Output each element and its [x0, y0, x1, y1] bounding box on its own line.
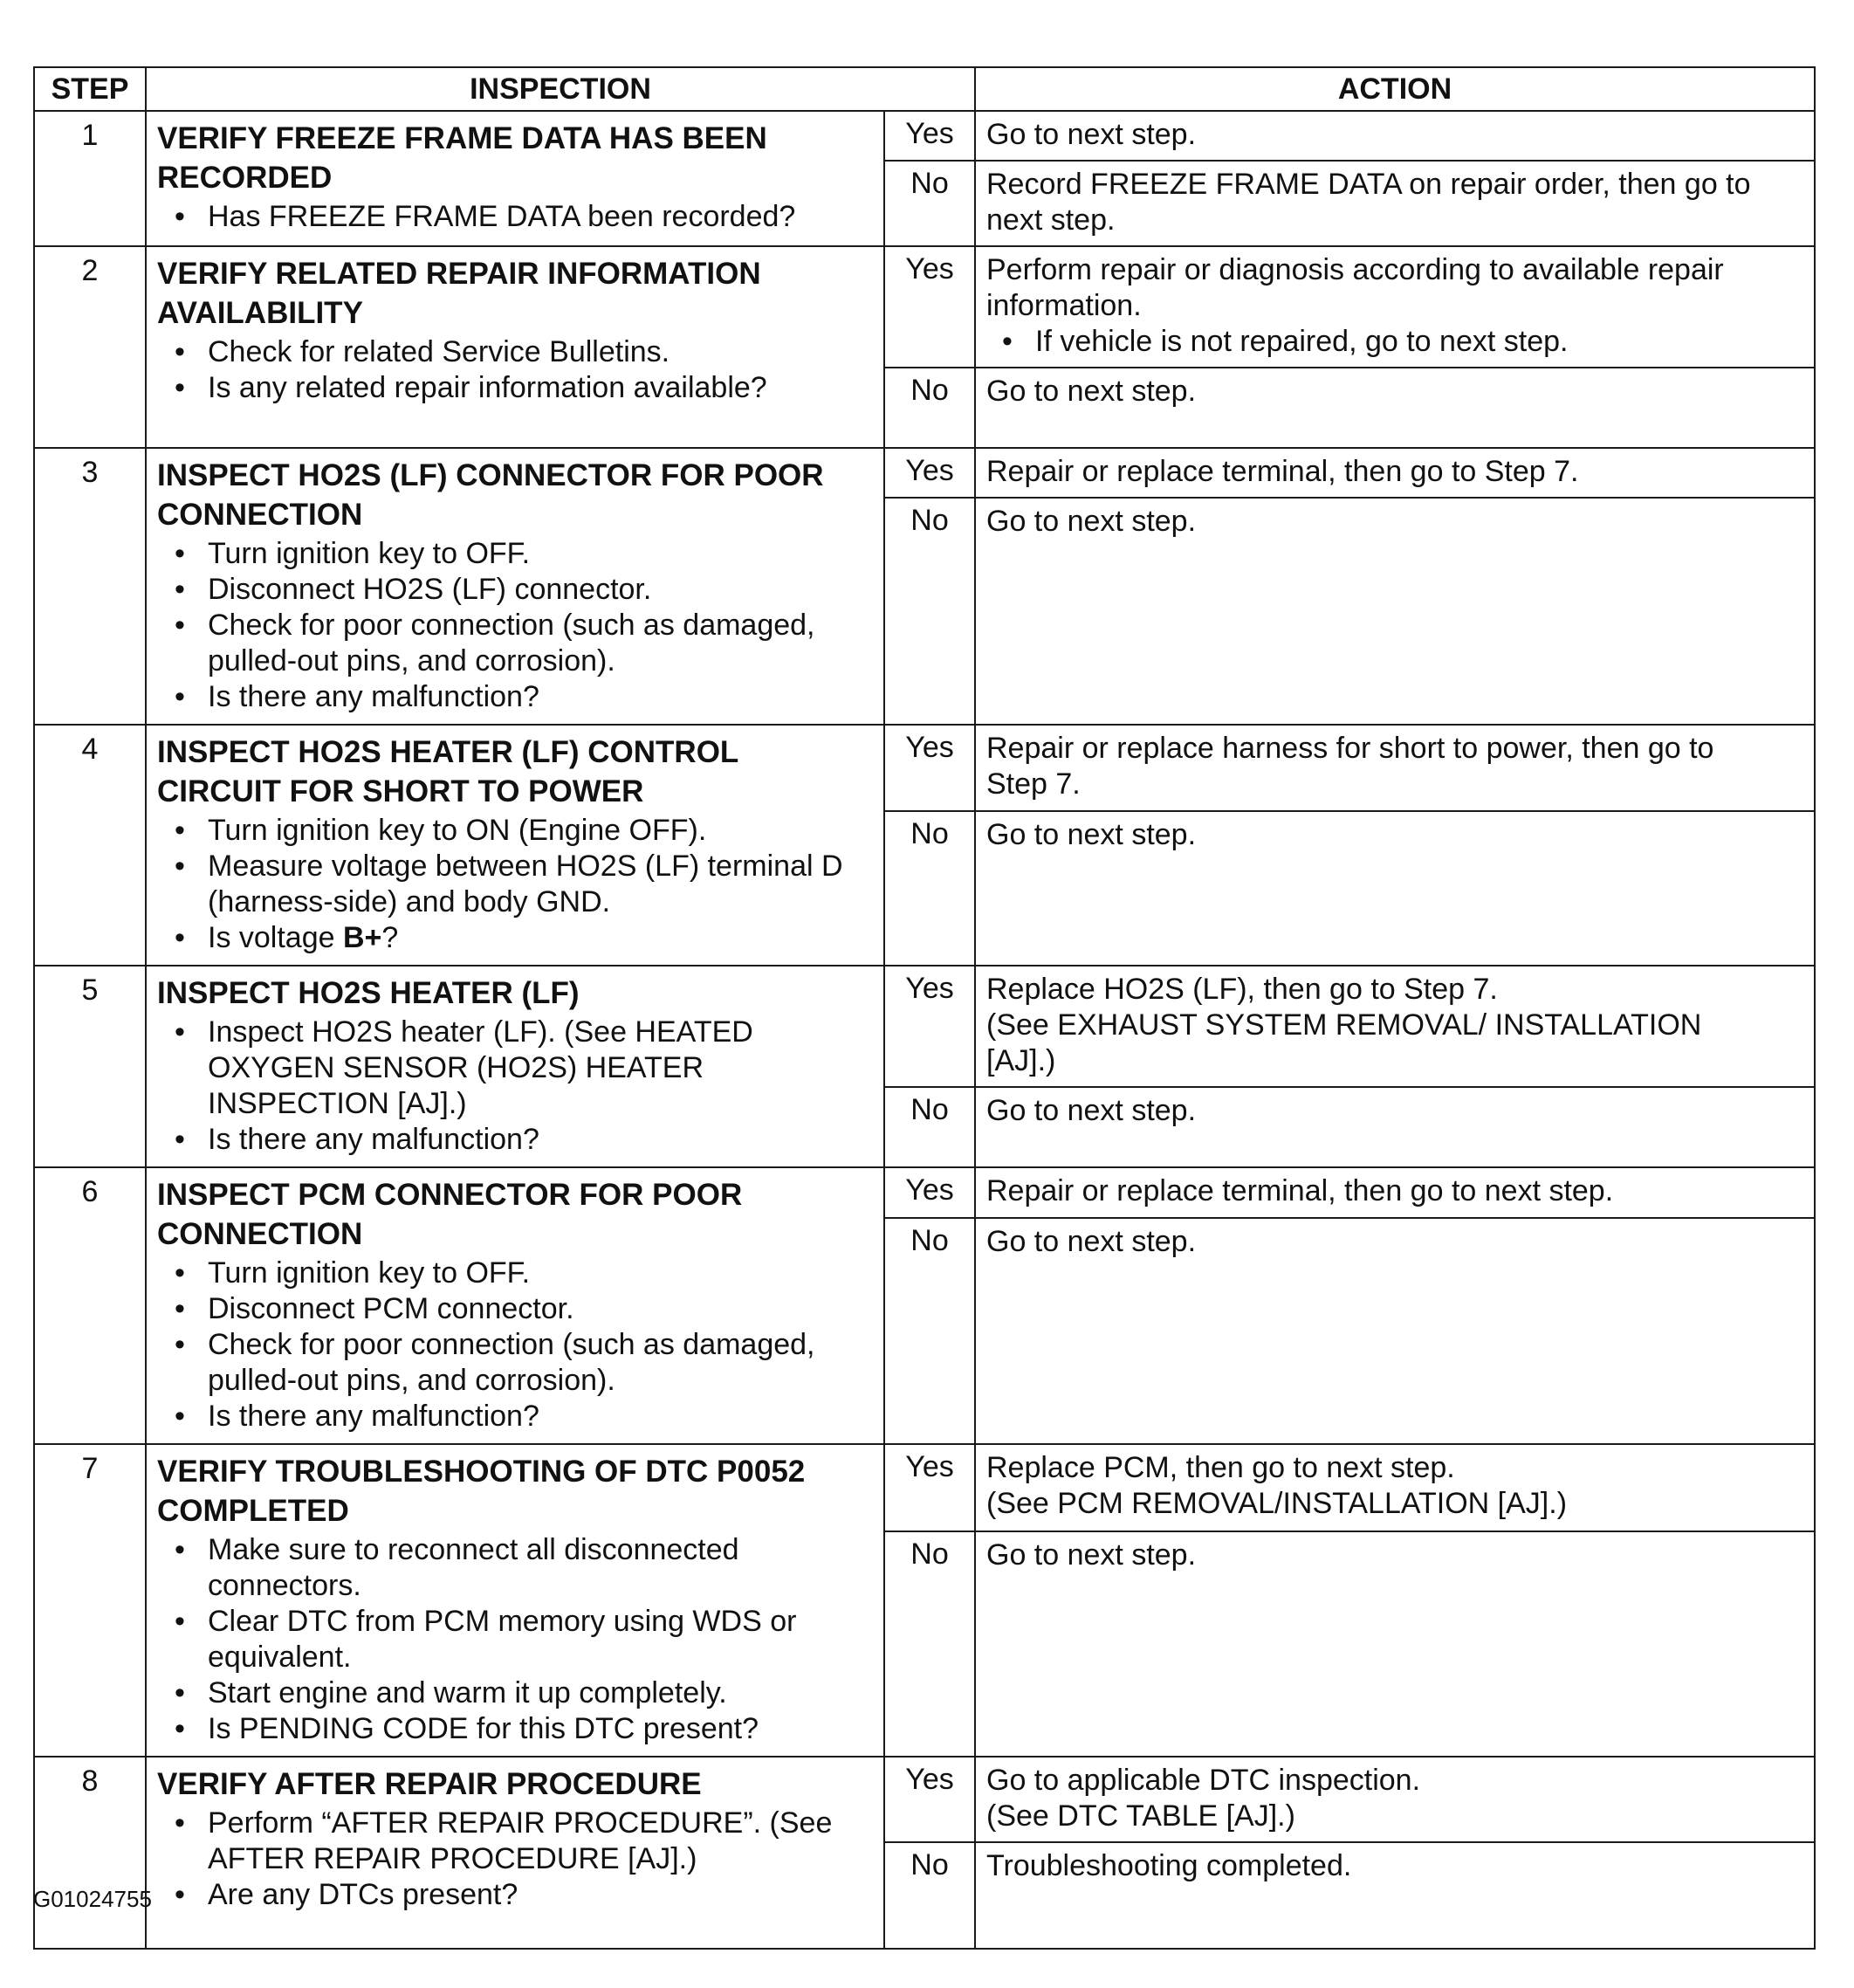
inspection-title-line: CONNECTION: [157, 498, 363, 532]
no-action: [975, 811, 1815, 966]
inspection-cell: [146, 1444, 884, 1757]
action-text-line: next step.: [986, 203, 1116, 237]
inspection-title: [157, 119, 875, 197]
inspection-title-line: INSPECT PCM CONNECTOR FOR POOR: [157, 1178, 743, 1212]
inspection-title: [157, 1764, 875, 1804]
step-number: 7: [34, 1444, 146, 1757]
inspection-bullet: • Are any DTCs present?: [157, 1877, 875, 1913]
inspection-title-line: VERIFY RELATED REPAIR INFORMATION: [157, 257, 761, 291]
inspection-bullet: • Turn ignition key to OFF.: [157, 536, 875, 572]
inspection-title-line: VERIFY FREEZE FRAME DATA HAS BEEN: [157, 121, 767, 155]
inspection-title-line: COMPLETED: [157, 1494, 349, 1528]
step-number: 6: [34, 1167, 146, 1444]
yes-action: [975, 1757, 1815, 1842]
yes-action: [975, 1444, 1815, 1531]
no-label: No: [884, 1087, 975, 1167]
inspection-title-line: RECORDED: [157, 161, 333, 195]
inspection-bullet: • Disconnect HO2S (LF) connector.: [157, 572, 875, 608]
inspection-cell: [146, 1167, 884, 1444]
inspection-title: [157, 456, 875, 534]
step-number: 5: [34, 966, 146, 1167]
no-action: [975, 1087, 1815, 1167]
inspection-bullet: • Is there any malfunction?: [157, 679, 875, 715]
inspection-title: [157, 254, 875, 333]
action-text-line: Go to next step.: [986, 375, 1197, 408]
inspection-title: [157, 733, 875, 811]
action-text-line: Step 7.: [986, 767, 1081, 801]
inspection-title-line: VERIFY TROUBLESHOOTING OF DTC P0052: [157, 1455, 806, 1489]
inspection-title-line: CIRCUIT FOR SHORT TO POWER: [157, 774, 644, 808]
action-text-line: Repair or replace harness for short to power, then go to: [986, 732, 1714, 765]
no-action: [975, 161, 1815, 246]
step-number: 1: [34, 111, 146, 246]
inspection-title-line: AVAILABILITY: [157, 296, 363, 330]
inspection-bullet: • Measure voltage between HO2S (LF) terminal D (harness-side) and body GND.: [157, 849, 875, 920]
no-action: [975, 1218, 1815, 1444]
inspection-title-line: CONNECTION: [157, 1217, 363, 1251]
action-text-line: (See PCM REMOVAL/INSTALLATION [AJ].): [986, 1487, 1568, 1520]
action-text-line: Go to next step.: [986, 505, 1197, 539]
inspection-cell: [146, 246, 884, 448]
table-body: [34, 111, 1815, 1949]
inspection-bullet: • Perform “AFTER REPAIR PROCEDURE”. (See AFTER REPAIR PROCEDURE [AJ].): [157, 1806, 875, 1877]
inspection-title: [157, 973, 875, 1013]
table-row: [34, 725, 1815, 811]
action-text-line: Go to next step.: [986, 118, 1197, 151]
yes-action: [975, 966, 1815, 1087]
no-label: No: [884, 1531, 975, 1757]
action-text-line: Replace HO2S (LF), then go to Step 7.: [986, 973, 1498, 1006]
action-text-line: Troubleshooting completed.: [986, 1849, 1352, 1882]
yes-action: [975, 111, 1815, 161]
action-text-line: [AJ].): [986, 1044, 1056, 1077]
inspection-cell: [146, 1757, 884, 1949]
no-action: [975, 1842, 1815, 1949]
inspection-title: [157, 1452, 875, 1531]
step-number: 3: [34, 448, 146, 725]
yes-label: Yes: [884, 111, 975, 161]
no-label: No: [884, 498, 975, 725]
inspection-bullet: • Make sure to reconnect all disconnected connectors.: [157, 1532, 875, 1604]
yes-label: Yes: [884, 1757, 975, 1842]
inspection-bullet-list: [157, 1015, 875, 1158]
inspection-bullet-text: ?: [381, 921, 399, 954]
action-text-line: Go to applicable DTC inspection.: [986, 1764, 1421, 1797]
inspection-bullet: • Check for poor connection (such as damaged, pulled-out pins, and corrosion).: [157, 1327, 875, 1399]
figure-id: G01024755: [33, 1886, 152, 1912]
diagnostic-procedure-table-container: [33, 66, 1814, 1950]
no-label: No: [884, 1218, 975, 1444]
inspection-bullet: • Turn ignition key to ON (Engine OFF).: [157, 813, 875, 849]
header-inspection: INSPECTION: [146, 67, 975, 111]
step-number: 2: [34, 246, 146, 448]
diagnostic-procedure-table: [33, 66, 1816, 1950]
no-label: No: [884, 811, 975, 966]
inspection-bullet: [157, 920, 875, 956]
table-row: [34, 246, 1815, 368]
inspection-bullet-list: [157, 1532, 875, 1747]
inspection-title-line: INSPECT HO2S HEATER (LF) CONTROL: [157, 735, 739, 769]
action-text-line: information.: [986, 289, 1142, 322]
inspection-bullet: • Has FREEZE FRAME DATA been recorded?: [157, 199, 875, 235]
inspection-bullet: • Is there any malfunction?: [157, 1399, 875, 1434]
inspection-bullet-value: B+: [342, 921, 382, 954]
table-row: [34, 966, 1815, 1087]
header-step: STEP: [34, 67, 146, 111]
inspection-bullet: • Turn ignition key to OFF.: [157, 1255, 875, 1291]
inspection-bullet: • Check for related Service Bulletins.: [157, 334, 875, 370]
inspection-bullet: • Start engine and warm it up completely.: [157, 1675, 875, 1711]
inspection-bullet: • Check for poor connection (such as damaged, pulled-out pins, and corrosion).: [157, 608, 875, 679]
no-label: No: [884, 1842, 975, 1949]
inspection-title-line: INSPECT HO2S HEATER (LF): [157, 976, 580, 1010]
action-text-line: (See DTC TABLE [AJ].): [986, 1799, 1295, 1833]
inspection-bullet: • Disconnect PCM connector.: [157, 1291, 875, 1327]
yes-label: Yes: [884, 1167, 975, 1218]
no-action: [975, 368, 1815, 448]
yes-action: [975, 725, 1815, 811]
table-row: [34, 1167, 1815, 1218]
inspection-bullet: • Clear DTC from PCM memory using WDS or equivalent.: [157, 1604, 875, 1675]
yes-label: Yes: [884, 725, 975, 811]
yes-action: [975, 448, 1815, 498]
no-label: No: [884, 161, 975, 246]
action-text-line: Repair or replace terminal, then go to next step.: [986, 1174, 1614, 1207]
inspection-bullet-list: [157, 1806, 875, 1913]
inspection-cell: [146, 448, 884, 725]
inspection-bullet-text: Is voltage: [208, 921, 343, 954]
table-row: [34, 1444, 1815, 1531]
yes-action: [975, 1167, 1815, 1218]
action-text-line: Go to next step.: [986, 1094, 1197, 1127]
table-row: [34, 448, 1815, 498]
inspection-title-line: INSPECT HO2S (LF) CONNECTOR FOR POOR: [157, 458, 824, 492]
no-label: No: [884, 368, 975, 448]
yes-label: Yes: [884, 246, 975, 368]
action-text-line: Perform repair or diagnosis according to available repair: [986, 253, 1724, 286]
action-text-line: Go to next step.: [986, 817, 1197, 851]
inspection-bullet-list: [157, 536, 875, 715]
inspection-cell: [146, 725, 884, 966]
inspection-bullet: • Is PENDING CODE for this DTC present?: [157, 1711, 875, 1747]
inspection-bullet-list: [157, 334, 875, 406]
table-row: [34, 1757, 1815, 1842]
inspection-cell: [146, 111, 884, 246]
inspection-bullet-list: [157, 1255, 875, 1434]
table-header-row: [34, 67, 1815, 111]
yes-action: [975, 246, 1815, 368]
action-bullet-list: [986, 324, 1803, 360]
inspection-bullet: • Inspect HO2S heater (LF). (See HEATED OXYGEN SENSOR (HO2S) HEATER INSPECTION [AJ].): [157, 1015, 875, 1122]
no-action: [975, 498, 1815, 725]
inspection-bullet: • Is any related repair information available?: [157, 370, 875, 406]
action-text-line: Go to next step.: [986, 1538, 1197, 1572]
table-row: [34, 111, 1815, 161]
action-text-line: Go to next step.: [986, 1224, 1197, 1258]
header-action: ACTION: [975, 67, 1815, 111]
action-text-line: Record FREEZE FRAME DATA on repair order, then go to: [986, 168, 1751, 201]
action-bullet: • If vehicle is not repaired, go to next step.: [986, 324, 1803, 360]
inspection-bullet: • Is there any malfunction?: [157, 1122, 875, 1158]
step-number: 4: [34, 725, 146, 966]
inspection-cell: [146, 966, 884, 1167]
action-text-line: (See EXHAUST SYSTEM REMOVAL/ INSTALLATION: [986, 1008, 1702, 1042]
step-number: 8: [34, 1757, 146, 1949]
inspection-title: [157, 1175, 875, 1254]
yes-label: Yes: [884, 966, 975, 1087]
action-text-line: Repair or replace terminal, then go to Step 7.: [986, 455, 1579, 488]
inspection-title-line: VERIFY AFTER REPAIR PROCEDURE: [157, 1767, 702, 1801]
yes-label: Yes: [884, 448, 975, 498]
action-text-line: Replace PCM, then go to next step.: [986, 1451, 1455, 1484]
inspection-bullet-list: [157, 813, 875, 956]
yes-label: Yes: [884, 1444, 975, 1531]
inspection-bullet-list: [157, 199, 875, 235]
no-action: [975, 1531, 1815, 1757]
